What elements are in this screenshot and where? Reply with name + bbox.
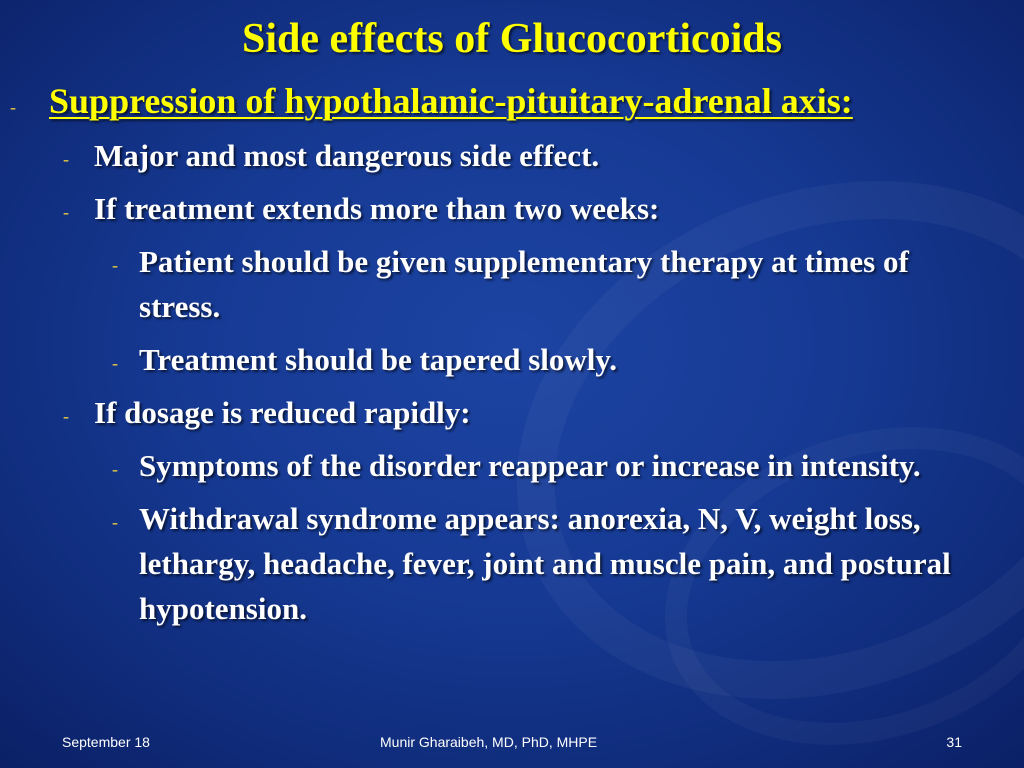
bullet-text: Major and most dangerous side effect.: [94, 138, 600, 173]
bullet-item-supplementary-therapy: [0, 239, 984, 329]
bullet-item-symptoms-reappear: [0, 443, 984, 488]
bullet-item-hpa-suppression: [0, 78, 959, 125]
bullet-item-major-side-effect: [0, 133, 964, 178]
bullet-item-treatment-duration: [0, 186, 964, 231]
bullet-dash-icon: -: [112, 255, 118, 275]
bullet-text: If dosage is reduced rapidly:: [94, 395, 471, 430]
slide-body: [0, 78, 1000, 631]
bullet-dash-icon: -: [112, 353, 118, 373]
bullet-text: Suppression of hypothalamic-pituitary-adrenal axis:: [49, 81, 853, 121]
bullet-item-withdrawal-syndrome: [0, 496, 984, 631]
slide-title: Side effects of Glucocorticoids: [241, 16, 783, 62]
bullet-dash-icon: -: [112, 512, 118, 532]
bullet-text: Patient should be given supplementary therapy at times of stress.: [139, 244, 909, 324]
footer-author: Munir Gharaibeh, MD, PhD, MHPE: [380, 734, 598, 750]
bullet-dash-icon: -: [112, 459, 118, 479]
bullet-dash-icon: -: [10, 97, 16, 117]
footer-date: September 18: [62, 734, 150, 750]
bullet-text: Treatment should be tapered slowly.: [139, 342, 617, 377]
footer-page-number: 31: [946, 734, 962, 750]
bullet-text: Symptoms of the disorder reappear or increase in intensity.: [139, 448, 921, 483]
bullet-dash-icon: -: [63, 202, 69, 222]
bullet-dash-icon: -: [63, 149, 69, 169]
bullet-dash-icon: -: [63, 406, 69, 426]
bullet-text: If treatment extends more than two weeks:: [94, 191, 660, 226]
bullet-item-rapid-reduction: [0, 390, 964, 435]
bullet-text: Withdrawal syndrome appears: anorexia, N, V, weight loss, lethargy, headache, fever, joint and muscle pain, and postural hypotension.: [139, 501, 951, 626]
bullet-item-taper-slowly: [0, 337, 984, 382]
